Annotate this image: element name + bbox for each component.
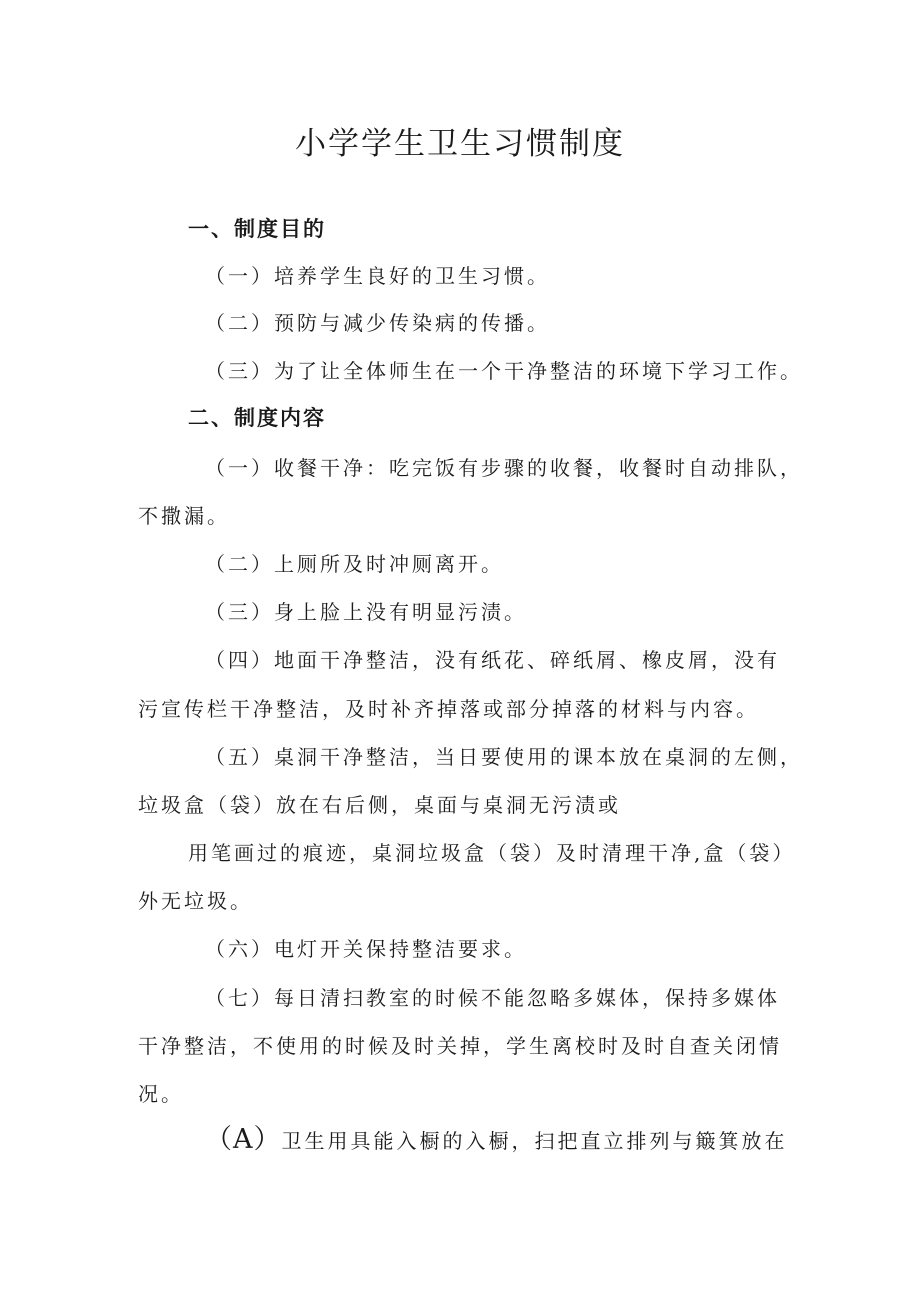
- paragraph-continuation: 垃圾盒（袋）放在右后侧，桌面与桌洞无污渍或: [138, 793, 621, 817]
- item-marker: （A）: [205, 1124, 282, 1155]
- paragraph: [205, 1125, 788, 1156]
- paragraph-continuation: 况。: [138, 1082, 184, 1106]
- paragraph: （一）收餐干净：吃完饭有步骤的收餐，收餐时自动排队，: [205, 456, 803, 480]
- section-heading-purpose: 一、制度目的: [188, 217, 326, 241]
- paragraph: （三）为了让全体师生在一个干净整洁的环境下学习工作。: [205, 359, 803, 383]
- document-title: 小学学生卫生习惯制度: [295, 126, 625, 162]
- paragraph-continuation: 不撒漏。: [138, 504, 230, 528]
- paragraph: （一）培养学生良好的卫生习惯。: [205, 264, 550, 288]
- paragraph: （五）桌洞干净整洁，当日要使用的课本放在桌洞的左侧，: [205, 745, 803, 769]
- paragraph-continuation: 用笔画过的痕迹，桌洞垃圾盒（袋）及时清理干净,盒（袋）: [188, 841, 796, 865]
- paragraph: （三）身上脸上没有明显污渍。: [205, 600, 527, 624]
- paragraph: （六）电灯开关保持整洁要求。: [205, 937, 527, 961]
- item-text: 卫生用具能入橱的入橱，扫把直立排列与簸箕放在: [281, 1129, 788, 1153]
- paragraph: （二）预防与减少传染病的传播。: [205, 311, 550, 335]
- paragraph: （七）每日清扫教室的时候不能忽略多媒体，保持多媒体: [205, 986, 780, 1010]
- paragraph-continuation: 污宣传栏干净整洁，及时补齐掉落或部分掉落的材料与内容。: [138, 697, 759, 721]
- paragraph-continuation: 干净整洁，不使用的时候及时关掉，学生离校时及时自查关闭情: [138, 1034, 782, 1058]
- paragraph-continuation: 外无垃圾。: [138, 889, 253, 913]
- paragraph: （二）上厕所及时冲厕离开。: [205, 552, 504, 576]
- paragraph: （四）地面干净整洁，没有纸花、碎纸屑、橡皮屑，没有: [205, 648, 780, 672]
- section-heading-content: 二、制度内容: [188, 406, 326, 430]
